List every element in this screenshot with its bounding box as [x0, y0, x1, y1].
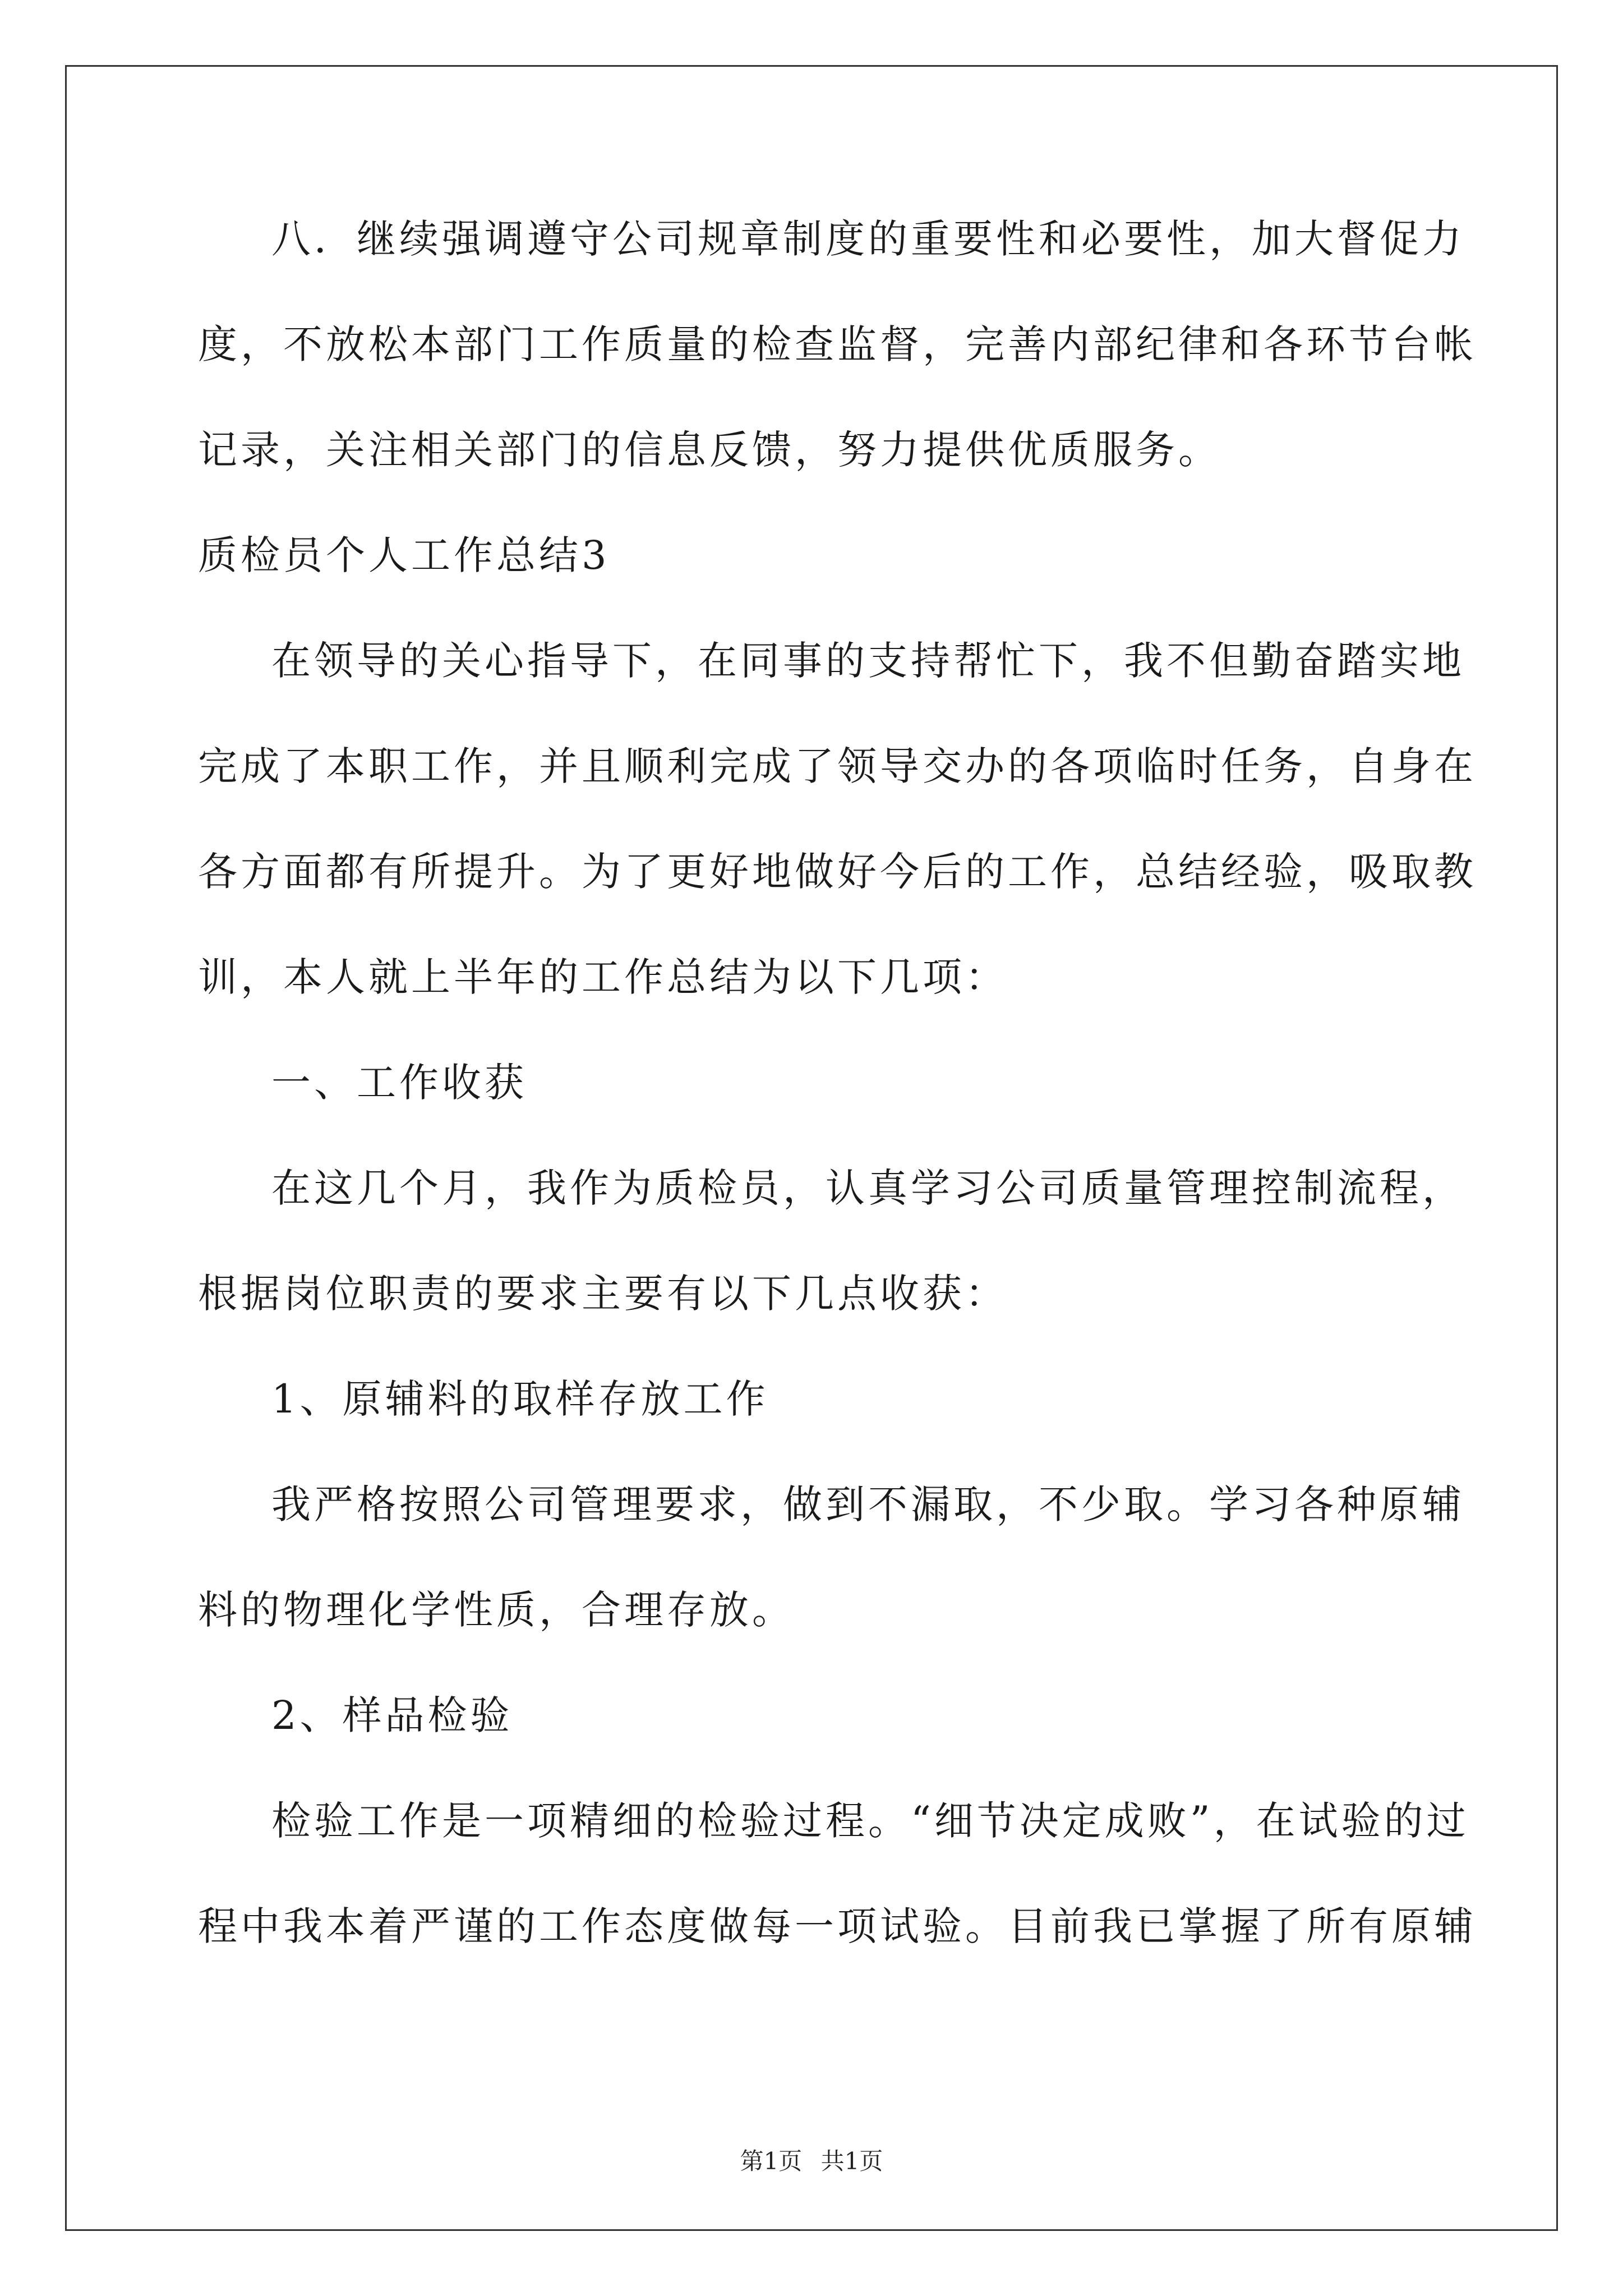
paragraph-line: 训，本人就上半年的工作总结为以下几项： — [198, 954, 1008, 1000]
paragraph-line: 八．继续强调遵守公司规章制度的重要性和必要性，加大督促力 — [271, 216, 1465, 262]
subheading: 2、样品检验 — [271, 1692, 513, 1738]
paragraph-line: 在这几个月，我作为质检员，认真学习公司质量管理控制流程， — [271, 1165, 1465, 1211]
paragraph-line: 程中我本着严谨的工作态度做每一项试验。目前我已掌握了所有原辅 — [198, 1903, 1477, 1949]
page-footer — [0, 2143, 1623, 2177]
paragraph-line: 料的物理化学性质，合理存放。 — [198, 1587, 795, 1633]
subheading: 1、原辅料的取样存放工作 — [271, 1376, 769, 1422]
paragraph-line: 度，不放松本部门工作质量的检查监督，完善内部纪律和各环节台帐 — [198, 321, 1477, 367]
paragraph-line: 检验工作是一项精细的检验过程。“细节决定成败”，在试验的过 — [271, 1798, 1469, 1844]
paragraph-line: 各方面都有所提升。为了更好地做好今后的工作，总结经验，吸取教 — [198, 849, 1477, 895]
section-title: 质检员个人工作总结3 — [198, 532, 610, 578]
page-number-total: 共1页 — [820, 2147, 883, 2175]
paragraph-line: 根据岗位职责的要求主要有以下几点收获： — [198, 1271, 1008, 1317]
subheading: 一、工作收获 — [271, 1060, 527, 1106]
paragraph-line: 我严格按照公司管理要求，做到不漏取，不少取。学习各种原辅 — [271, 1481, 1465, 1527]
paragraph-line: 在领导的关心指导下，在同事的支持帮忙下，我不但勤奋踏实地 — [271, 638, 1465, 684]
page-number-current: 第1页 — [740, 2147, 803, 2175]
paragraph-line: 记录，关注相关部门的信息反馈，努力提供优质服务。 — [198, 427, 1221, 473]
paragraph-line: 完成了本职工作，并且顺利完成了领导交办的各项临时任务，自身在 — [198, 743, 1477, 789]
